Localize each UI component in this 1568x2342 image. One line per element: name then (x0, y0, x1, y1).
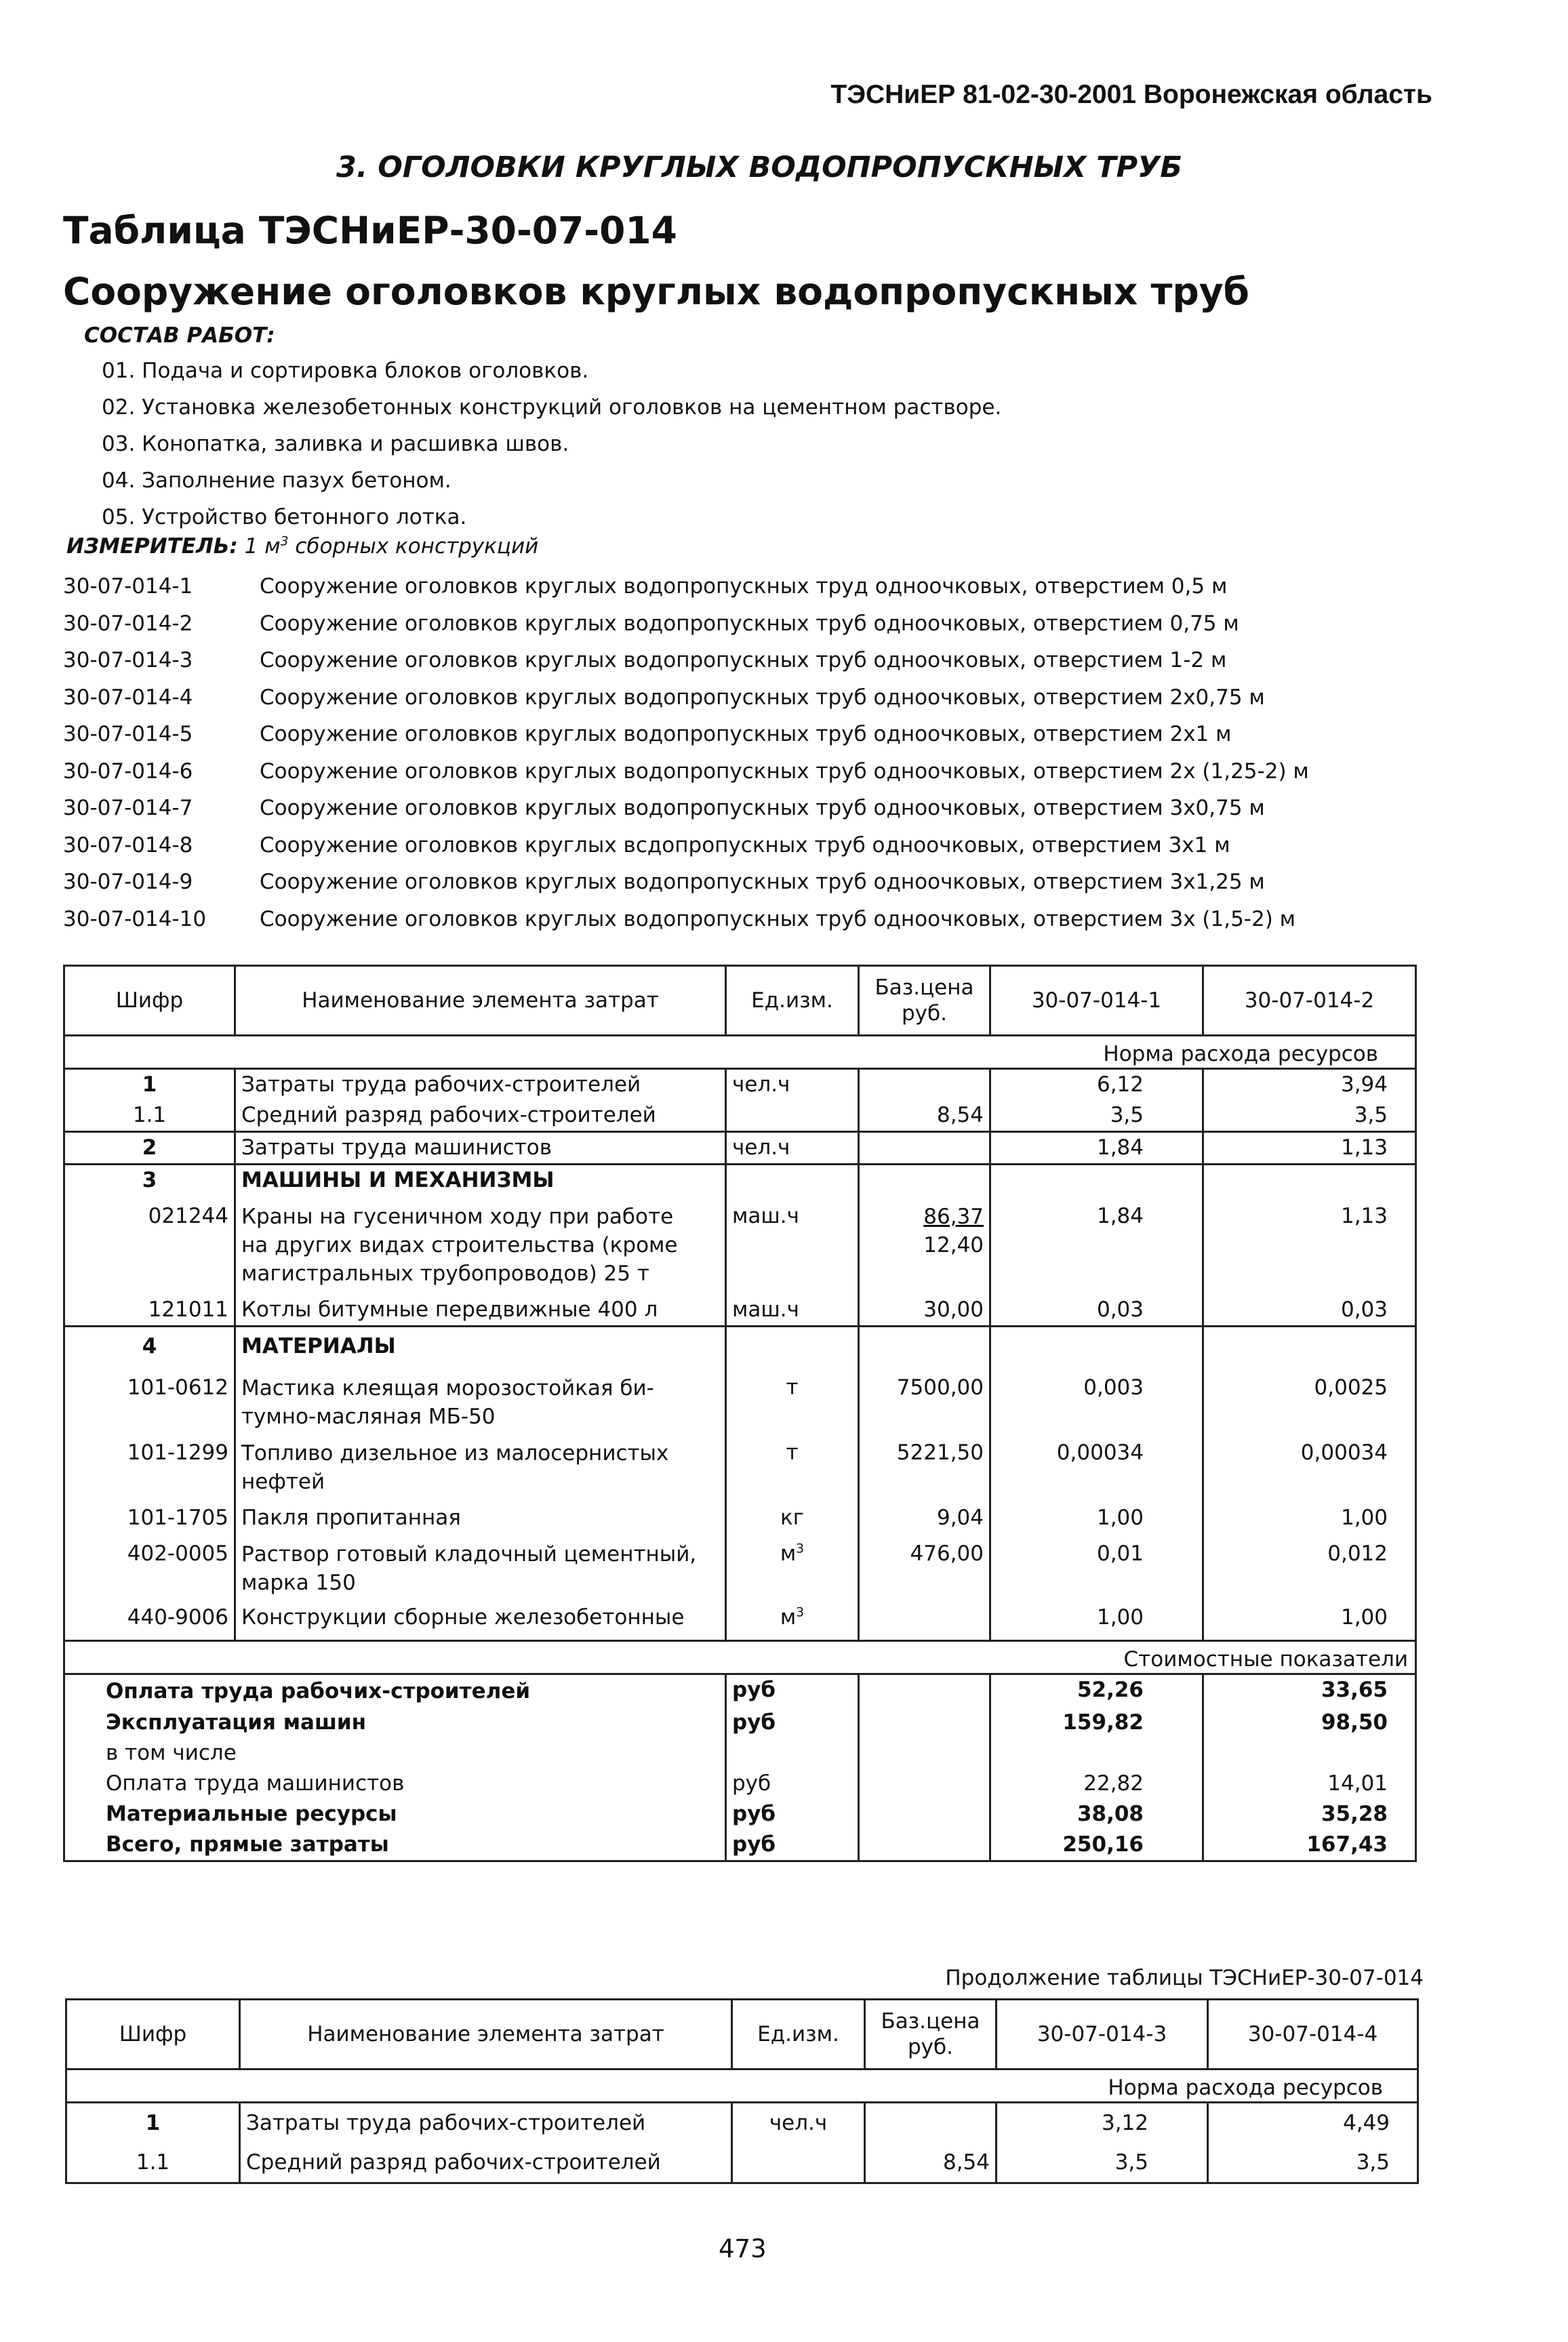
code-id: 30-07-014-8 (63, 832, 193, 857)
col-header-code: Шифр (64, 966, 235, 1036)
work-item: 03. Конопатка, заливка и расшивка швов. (102, 432, 569, 456)
works-list (102, 352, 1001, 536)
code-id: 30-07-014-1 (63, 574, 193, 599)
col-header-b: 30-07-014-2 (1203, 966, 1416, 1036)
code-item (63, 864, 1309, 901)
code-text: Сооружение оголовков круглых водопропускных труб одноочковых, отверстием 2х1 м (260, 722, 1232, 747)
code-item (63, 753, 1309, 790)
code-text: Сооружение оголовков круглых водопропускных труб одноочковых, отверстием 1-2 м (260, 648, 1227, 673)
table-row: 101-1705 Пакля пропитанная кг 9,04 1,00 1,00 (64, 1497, 1416, 1533)
table-row: 121011 Котлы битумные передвижные 400 л маш.ч 30,00 0,03 0,03 (64, 1289, 1416, 1327)
code-item (63, 901, 1309, 938)
meter-sup: 3 (280, 534, 289, 549)
meter-desc: сборных конструкций (288, 534, 539, 559)
code-text: Сооружение оголовков круглых всдопропускных труб одноочковых, отверстием 3х1 м (260, 832, 1230, 857)
table-description: Сооружение оголовков круглых водопропускных труб (63, 270, 1249, 313)
summary-row: Материальные ресурсы руб 38,08 35,28 (64, 1799, 1416, 1830)
table-name: Таблица ТЭСНиЕР-30-07-014 (63, 209, 677, 252)
table-row: 101-0612 Мастика клеящая морозостойкая би- тумно-масляная МБ-50 т 7500,00 0,003 0,0025 (64, 1362, 1416, 1432)
code-item (63, 605, 1309, 643)
code-id: 30-07-014-7 (63, 796, 193, 821)
table-row: 101-1299 Топливо дизельное из малосернистых нефтей т 5221,50 0,00034 0,00034 (64, 1432, 1416, 1497)
col-header-unit: Ед.изм. (726, 966, 859, 1036)
col-header-unit: Ед.изм. (732, 2000, 865, 2070)
table-row: 1 Затраты труда рабочих-строителей чел.ч 6,12 3,94 (64, 1069, 1416, 1101)
table-header-row (64, 966, 1416, 1036)
col-header-a: 30-07-014-3 (997, 2000, 1208, 2070)
code-id: 30-07-014-9 (63, 870, 193, 895)
col-header-name: Наименование элемента затрат (235, 966, 726, 1036)
band-row-cost (64, 1641, 1416, 1674)
code-text: Сооружение оголовков круглых водопропускных труб одноочковых, отверстием 2х (1,25-2) м (260, 759, 1309, 784)
works-label: СОСТАВ РАБОТ: (84, 323, 275, 348)
band-row-norm (66, 2070, 1418, 2103)
code-id: 30-07-014-10 (63, 906, 207, 931)
summary-row: Оплата труда машинистов руб 22,82 14,01 (64, 1769, 1416, 1799)
band-norm: Норма расхода ресурсов (64, 1036, 1416, 1069)
meter-label: ИЗМЕРИТЕЛЬ: (66, 534, 238, 559)
table-row: 3 МАШИНЫ И МЕХАНИЗМЫ (64, 1165, 1416, 1196)
meter-line (66, 534, 538, 559)
table-row: 1.1 Средний разряд рабочих-строителей 8,54 3,5 3,5 (64, 1100, 1416, 1132)
work-item: 02. Установка железобетонных конструкций оголовков на цементном растворе. (102, 395, 1002, 420)
table-row: 1 Затраты труда рабочих-строителей чел.ч 3,12 4,49 (66, 2103, 1418, 2143)
col-header-b: 30-07-014-4 (1208, 2000, 1418, 2070)
table-row: 440-9006 Конструкции сборные железобетонные $м^3$ 1,00 1,00 (64, 1598, 1416, 1641)
code-item (63, 679, 1309, 716)
summary-row: Оплата труда рабочих-строителей руб 52,26 33,65 (64, 1674, 1416, 1708)
code-text: Сооружение оголовков круглых водопропускных труб одноочковых, отверстием 0,75 м (260, 611, 1239, 636)
code-list (63, 568, 1309, 937)
col-header-price: Баз.цена руб. (859, 966, 990, 1036)
work-item: 04. Заполнение пазух бетоном. (102, 468, 451, 493)
table-row: 4 МАТЕРИАЛЫ (64, 1327, 1416, 1362)
table-row: 1.1 Средний разряд рабочих-строителей 8,54 3,5 3,5 (66, 2143, 1418, 2183)
code-item (63, 568, 1309, 605)
page-number: 473 (719, 2234, 767, 2263)
table-header-row (66, 2000, 1418, 2070)
code-text: Сооружение оголовков круглых водопропускных труб одноочковых, отверстием 3х1,25 м (260, 870, 1265, 895)
table-row: 021244 Краны на гусеничном ходу при работе на других видах строительства (кроме магистральных трубопроводов) 25 т маш.ч 86,37 12,40 1,84 1,13 (64, 1196, 1416, 1289)
code-item (63, 790, 1309, 827)
code-text: Сооружение оголовков круглых водопропускных труд одноочковых, отверстием 0,5 м (260, 574, 1228, 599)
work-item: 05. Устройство бетонного лотка. (102, 505, 467, 529)
band-norm: Норма расхода ресурсов (66, 2070, 1418, 2103)
code-id: 30-07-014-6 (63, 759, 193, 784)
code-id: 30-07-014-3 (63, 648, 193, 673)
code-item (63, 827, 1309, 864)
continuation-label: Продолжение таблицы ТЭСНиЕР-30-07-014 (945, 1966, 1424, 1990)
col-header-price: Баз.цена руб. (865, 2000, 997, 2070)
summary-row: Эксплуатация машин руб 159,82 98,50 (64, 1708, 1416, 1738)
band-cost: Стоимостные показатели (64, 1641, 1416, 1674)
col-header-code: Шифр (66, 2000, 240, 2070)
code-item (63, 716, 1309, 753)
table-row: 402-0005 Раствор готовый кладочный цементный, марка 150 $м^3$ 476,00 0,01 0,012 (64, 1533, 1416, 1598)
col-header-name: Наименование элемента затрат (240, 2000, 732, 2070)
code-id: 30-07-014-2 (63, 611, 193, 636)
resource-table-2 (65, 1998, 1419, 2184)
code-text: Сооружение оголовков круглых водопропускных труб одноочковых, отверстием 2х0,75 м (260, 685, 1265, 710)
table-row: 2 Затраты труда машинистов чел.ч 1,84 1,13 (64, 1132, 1416, 1165)
code-item (63, 642, 1309, 679)
resource-table-1 (63, 965, 1417, 1862)
code-id: 30-07-014-5 (63, 722, 193, 747)
summary-row: Всего, прямые затраты руб 250,16 167,43 (64, 1830, 1416, 1861)
summary-row: в том числе (64, 1738, 1416, 1769)
running-header: ТЭСНиЕР 81-02-30-2001 Воронежская область (830, 80, 1432, 109)
meter-value: 1 м (244, 534, 281, 559)
code-text: Сооружение оголовков круглых водопропускных труб одноочковых, отверстием 3х (1,5-2) м (260, 906, 1296, 931)
code-text: Сооружение оголовков круглых водопропускных труб одноочковых, отверстием 3х0,75 м (260, 796, 1265, 821)
code-id: 30-07-014-4 (63, 685, 193, 710)
band-row-norm (64, 1036, 1416, 1069)
section-title: 3. ОГОЛОВКИ КРУГЛЫХ ВОДОПРОПУСКНЫХ ТРУБ (336, 150, 1183, 184)
col-header-a: 30-07-014-1 (990, 966, 1203, 1036)
work-item: 01. Подача и сортировка блоков оголовков. (102, 359, 589, 383)
